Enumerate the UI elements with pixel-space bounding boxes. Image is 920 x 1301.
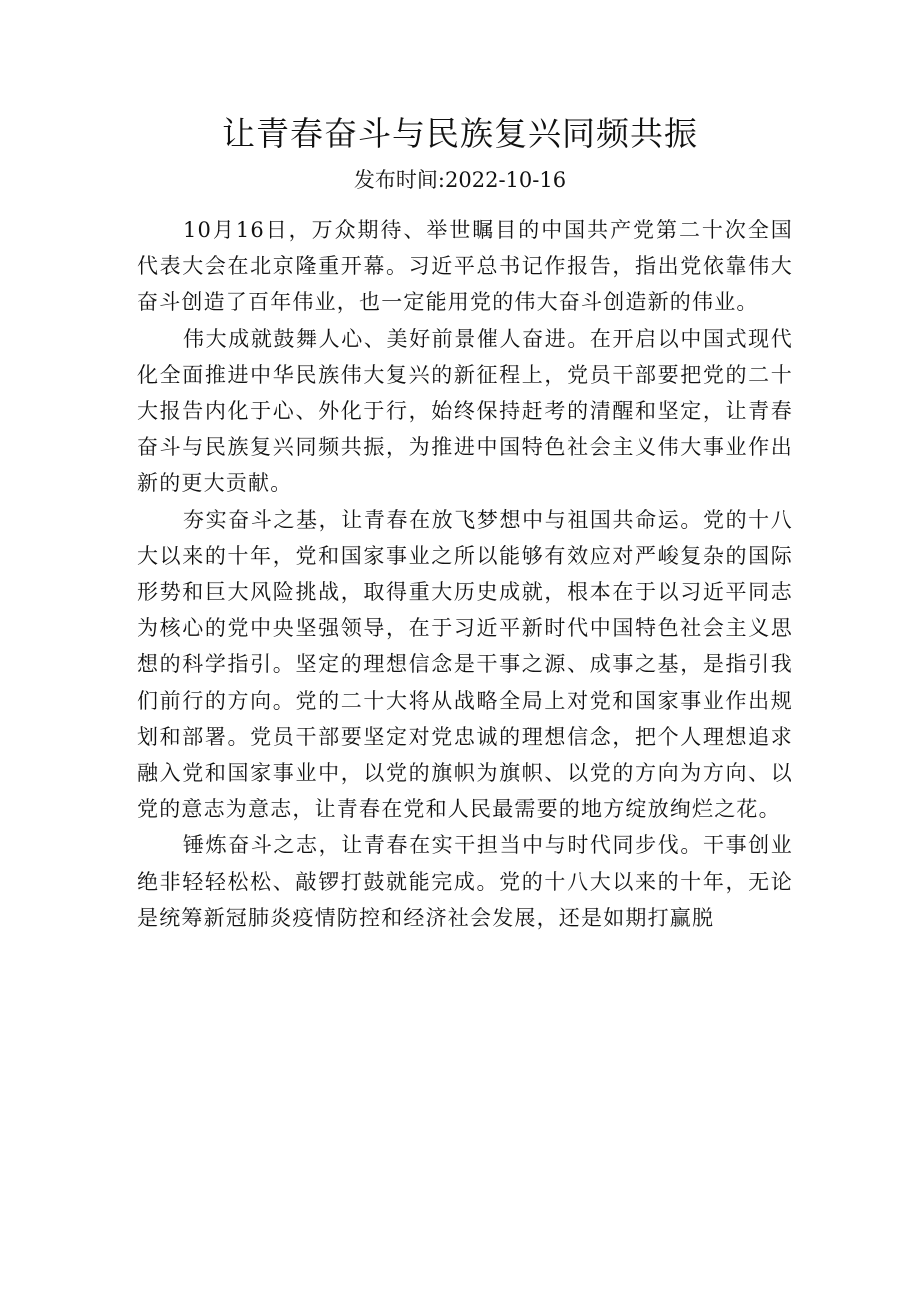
- article-title: 让青春奋斗与民族复兴同频共振: [222, 114, 698, 153]
- paragraph: 10月16日，万众期待、举世瞩目的中国共产党第二十次全国代表大会在北京隆重开幕。习近平总书记作报告，指出党依靠伟大奋斗创造了百年伟业，也一定能用党的伟大奋斗创造新的伟业。: [137, 218, 793, 315]
- publish-date: 发布时间:2022-10-16: [353, 168, 567, 192]
- article-body: [137, 212, 793, 936]
- paragraph: 锤炼奋斗之志，让青春在实干担当中与时代同步伐。干事创业绝非轻轻松松、敲锣打鼓就能完成。党的十八大以来的十年，无论是统筹新冠肺炎疫情防控和经济社会发展，还是如期打赢脱: [137, 833, 793, 930]
- paragraph: 夯实奋斗之基，让青春在放飞梦想中与祖国共命运。党的十八大以来的十年，党和国家事业之所以能够有效应对严峻复杂的国际形势和巨大风险挑战，取得重大历史成就，根本在于以习近平同志为核心的党中央坚强领导，在于习近平新时代中国特色社会主义思想的科学指引。坚定的理想信念是干事之源、成事之基，是指引我们前行的方向。党的二十大将从战略全局上对党和国家事业作出规划和部署。党员干部要坚定对党忠诚的理想信念，把个人理想追求融入党和国家事业中，以党的旗帜为旗帜、以党的方向为方向、以党的意志为意志，让青春在党和人民最需要的地方绽放绚烂之花。: [137, 507, 793, 822]
- paragraph: 伟大成就鼓舞人心、美好前景催人奋进。在开启以中国式现代化全面推进中华民族伟大复兴的新征程上，党员干部要把党的二十大报告内化于心、外化于行，始终保持赶考的清醒和坚定，让青春奋斗与民族复兴同频共振，为推进中国特色社会主义伟大事业作出新的更大贡献。: [137, 326, 793, 496]
